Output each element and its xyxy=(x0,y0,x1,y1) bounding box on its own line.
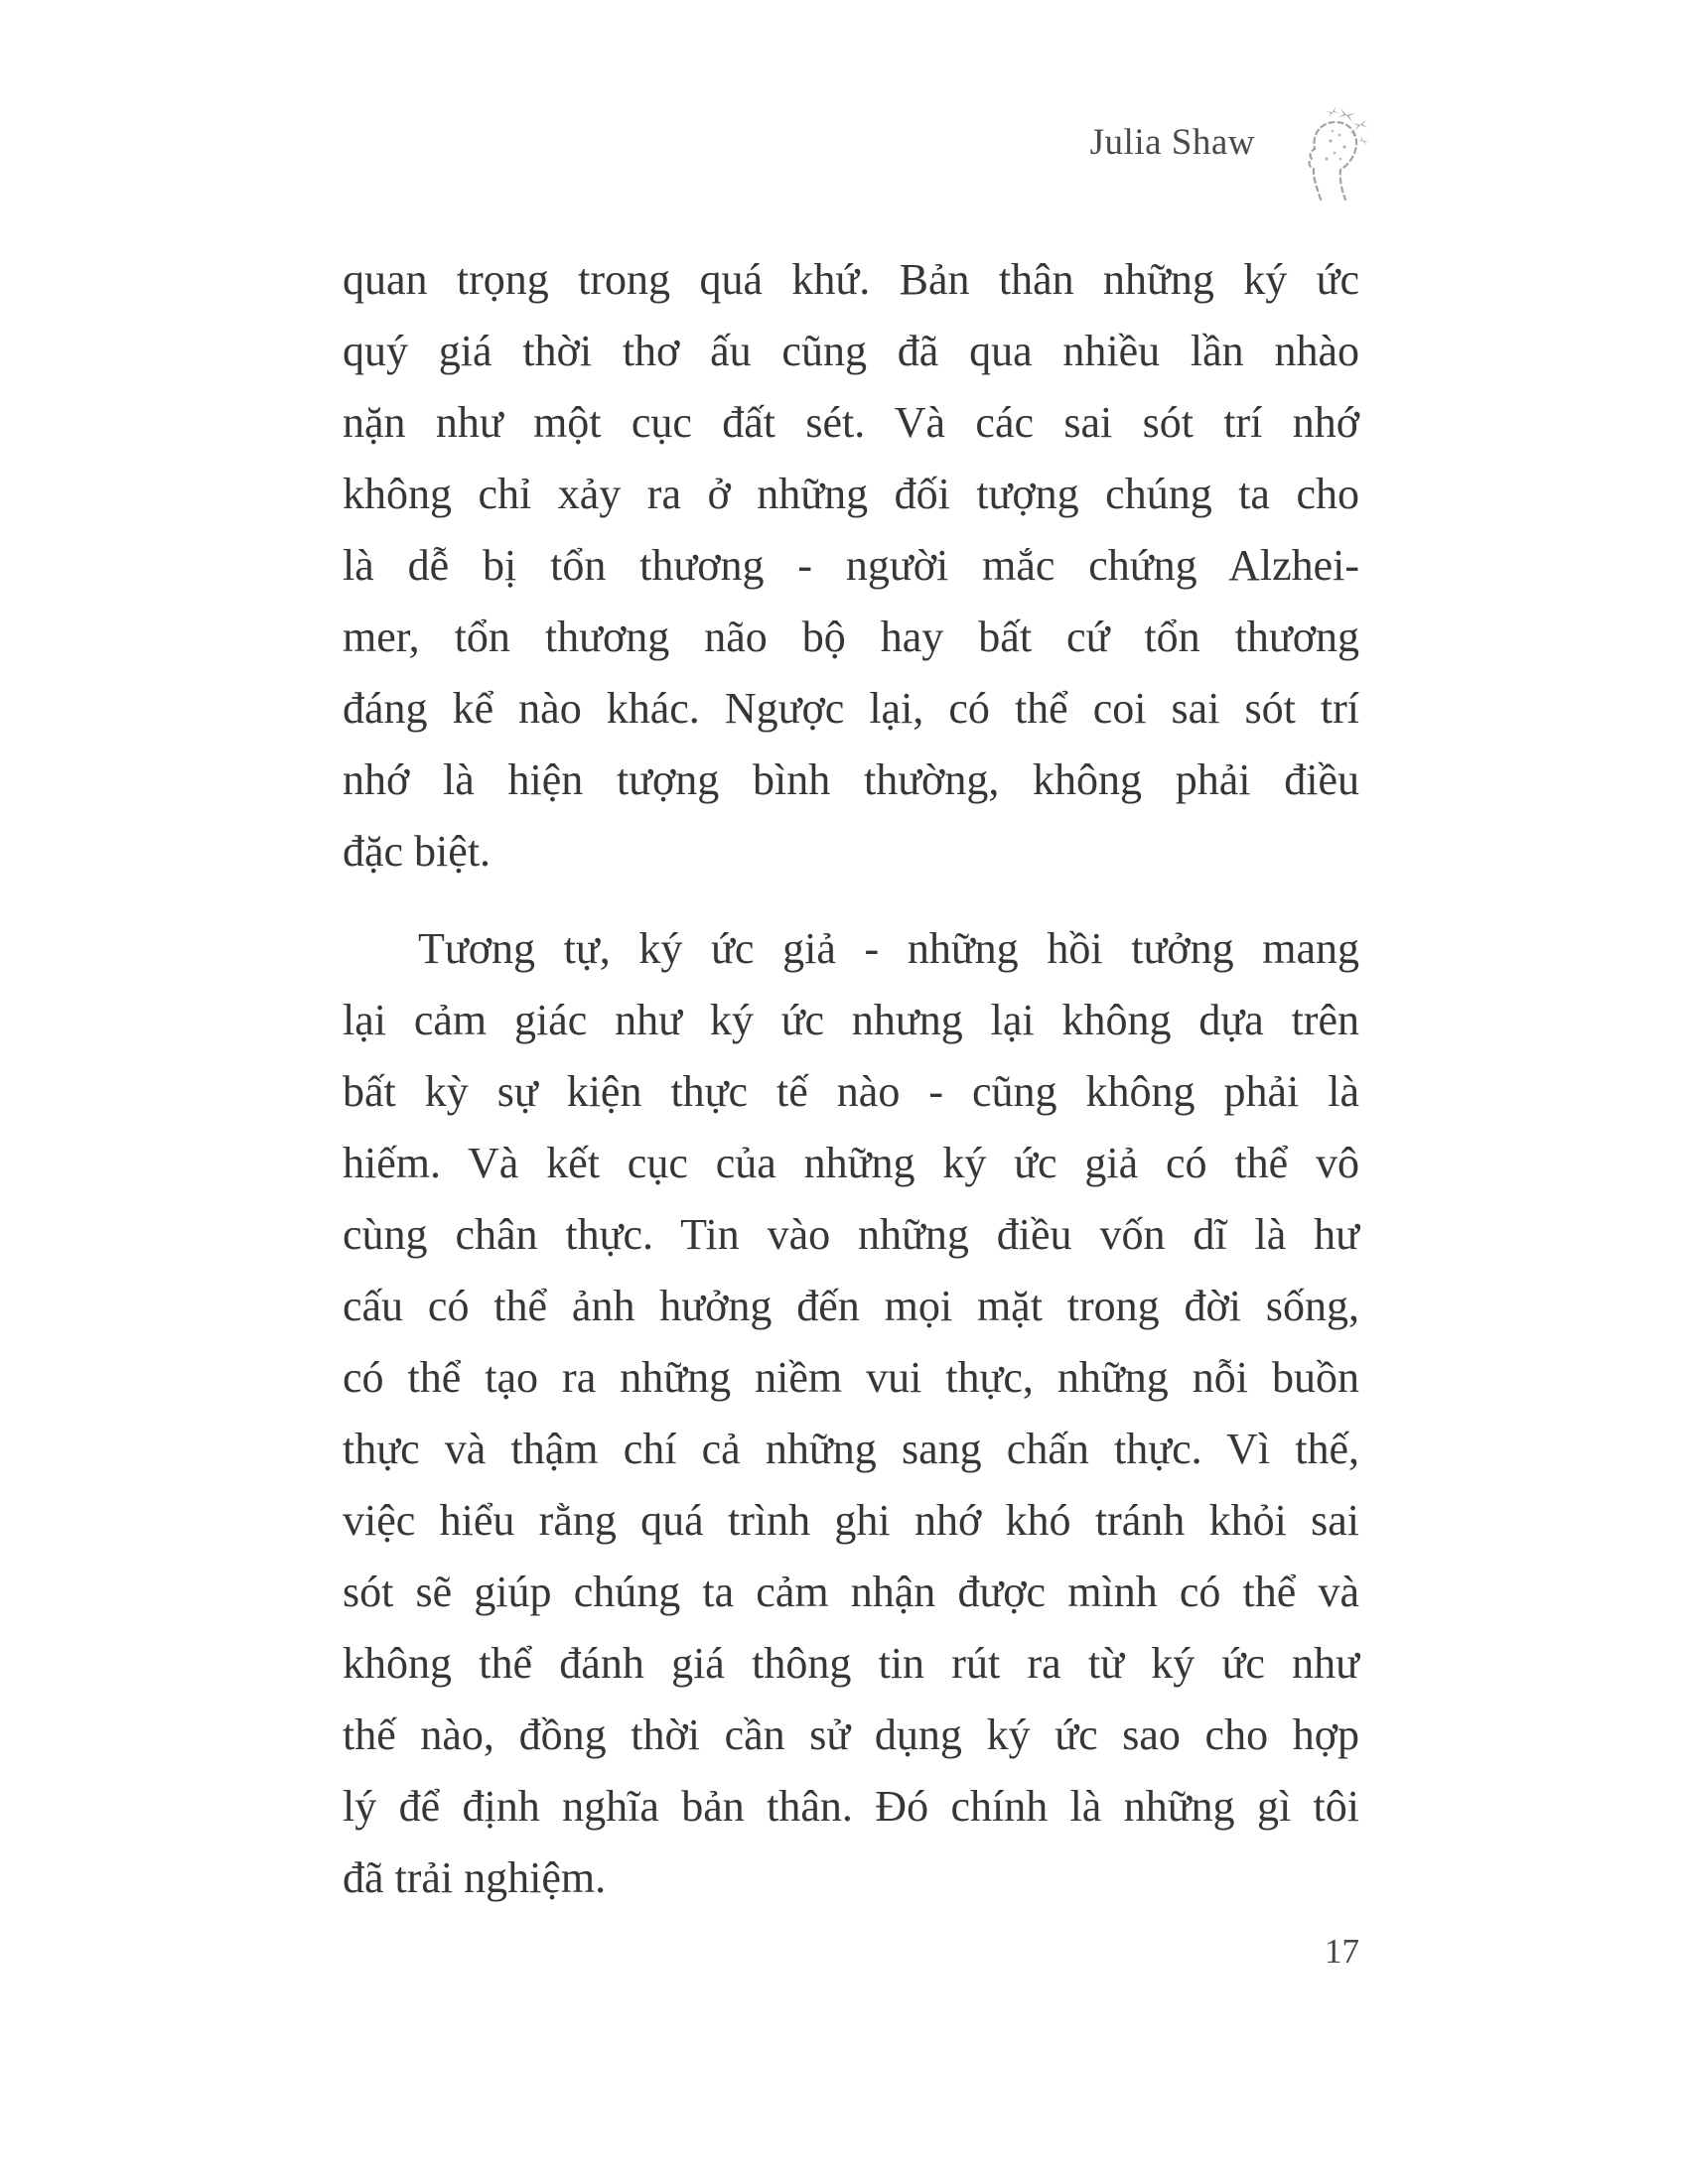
text-line: cấu có thể ảnh hưởng đến mọi mặt trong đời sống, xyxy=(343,1282,1359,1330)
text-line: lại cảm giác như ký ức nhưng lại không dựa trên xyxy=(343,996,1359,1044)
text-line: quý giá thời thơ ấu cũng đã qua nhiều lần nhào xyxy=(343,327,1359,375)
text-line: hiếm. Và kết cục của những ký ức giả có thể vô xyxy=(343,1139,1359,1187)
text-line: nặn như một cục đất sét. Và các sai sót trí nhớ xyxy=(343,398,1359,447)
text-line: không thể đánh giá thông tin rút ra từ ký ức như xyxy=(343,1639,1359,1688)
text-line: đã trải nghiệm. xyxy=(343,1853,607,1902)
paragraph xyxy=(343,244,1359,887)
text-line: thế nào, đồng thời cần sử dụng ký ức sao cho hợp xyxy=(343,1710,1359,1759)
text-line: cùng chân thực. Tin vào những điều vốn dĩ là hư xyxy=(343,1210,1359,1259)
author-name: Julia Shaw xyxy=(1089,121,1255,163)
text-line: không chỉ xảy ra ở những đối tượng chúng ta cho xyxy=(343,470,1359,518)
text-line: thực và thậm chí cả những sang chấn thực. Vì thế, xyxy=(343,1425,1359,1473)
text-line: đáng kể nào khác. Ngược lại, có thể coi sai sót trí xyxy=(343,684,1359,733)
text-line: nhớ là hiện tượng bình thường, không phải điều xyxy=(343,755,1359,804)
text-line: việc hiểu rằng quá trình ghi nhớ khó tránh khỏi sai xyxy=(343,1496,1359,1545)
text-line: bất kỳ sự kiện thực tế nào - cũng không phải là xyxy=(343,1067,1359,1116)
page-number: 17 xyxy=(1325,1932,1359,1971)
text-line: Tương tự, ký ức giả - những hồi tưởng mang xyxy=(418,924,1359,973)
page-header xyxy=(1090,107,1370,203)
text-line: sót sẽ giúp chúng ta cảm nhận được mình có thể và xyxy=(343,1568,1359,1616)
text-line: quan trọng trong quá khứ. Bản thân những ký ức xyxy=(343,255,1359,304)
text-line: đặc biệt. xyxy=(343,827,492,876)
text-line: có thể tạo ra những niềm vui thực, những nỗi buồn xyxy=(343,1353,1359,1402)
head-butterflies-icon xyxy=(1285,107,1370,203)
text-line: mer, tổn thương não bộ hay bất cứ tổn thương xyxy=(343,613,1359,661)
body-text xyxy=(343,244,1359,1914)
text-line: lý để định nghĩa bản thân. Đó chính là những gì tôi xyxy=(343,1782,1359,1831)
paragraph xyxy=(343,913,1359,1914)
text-line: là dễ bị tổn thương - người mắc chứng Alzhei- xyxy=(343,541,1359,590)
